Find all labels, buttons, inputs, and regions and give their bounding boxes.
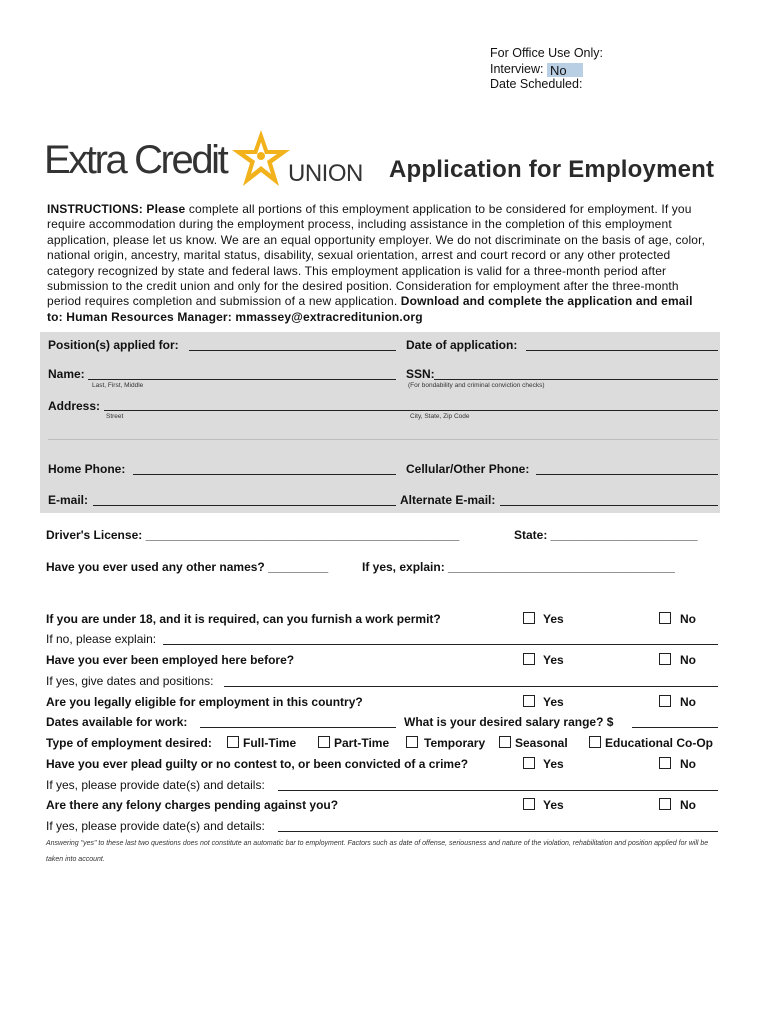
employment-type-label: Type of employment desired: <box>46 736 212 750</box>
conviction-details-label: If yes, please provide date(s) and details: <box>46 778 265 792</box>
dates-available-input[interactable] <box>200 727 396 728</box>
dates-positions-label: If yes, give dates and positions: <box>46 674 214 688</box>
interview-label: Interview: <box>490 61 544 76</box>
eligible-no-label: No <box>680 695 696 709</box>
salary-label: What is your desired salary range? $ <box>404 715 614 729</box>
ssn-hint: (For bondability and criminal conviction checks) <box>408 382 545 389</box>
felony-question: Are there any felony charges pending against you? <box>46 798 339 812</box>
part-time-label: Part-Time <box>334 736 390 750</box>
logo-extra-credit-text: Extra Credit <box>44 138 227 182</box>
conviction-yes-label: Yes <box>543 757 564 771</box>
seasonal-checkbox[interactable] <box>499 736 511 748</box>
page-title: Application for Employment <box>389 156 715 183</box>
star-icon <box>228 128 294 190</box>
email-label: E-mail: <box>48 493 89 507</box>
name-input[interactable] <box>88 379 396 380</box>
home-phone-label: Home Phone: <box>48 462 126 476</box>
temporary-label: Temporary <box>424 736 486 750</box>
interview-field[interactable]: No <box>547 63 583 77</box>
conviction-question: Have you ever plead guilty or no contest to, or been convicted of a crime? <box>46 757 469 771</box>
personal-info-panel <box>40 332 720 513</box>
conviction-no-label: No <box>680 757 696 771</box>
full-time-checkbox[interactable] <box>227 736 239 748</box>
drivers-license-field[interactable]: Driver's License: _______________________________________________ <box>46 528 460 542</box>
eligible-yes-checkbox[interactable] <box>523 695 535 707</box>
conviction-details-input[interactable] <box>278 790 718 791</box>
felony-no-checkbox[interactable] <box>659 798 671 810</box>
instructions <box>47 202 711 325</box>
email-input[interactable] <box>93 505 396 506</box>
employed-before-question: Have you ever been employed here before? <box>46 653 295 667</box>
work-permit-yes-checkbox[interactable] <box>523 612 535 624</box>
office-use-block <box>490 46 603 93</box>
educational-coop-label: Educational Co-Op <box>605 736 713 750</box>
dates-positions-input[interactable] <box>224 686 718 687</box>
company-logo <box>44 128 369 192</box>
alt-email-input[interactable] <box>500 505 718 506</box>
employed-before-yes-checkbox[interactable] <box>523 653 535 665</box>
alt-email-label: Alternate E-mail: <box>400 493 496 507</box>
salary-input[interactable] <box>632 727 718 728</box>
felony-no-label: No <box>680 798 696 812</box>
cell-phone-label: Cellular/Other Phone: <box>406 462 530 476</box>
position-input[interactable] <box>189 350 396 351</box>
instructions-lead: INSTRUCTIONS: Please <box>47 202 186 216</box>
felony-yes-label: Yes <box>543 798 564 812</box>
office-use-heading: For Office Use Only: <box>490 46 603 60</box>
street-hint: Street <box>106 413 124 420</box>
employed-before-no-label: No <box>680 653 696 667</box>
position-label: Position(s) applied for: <box>48 338 179 352</box>
felony-details-label: If yes, please provide date(s) and details: <box>46 819 265 833</box>
state-field[interactable]: State: ______________________ <box>514 528 698 542</box>
address-line-2[interactable] <box>48 439 718 440</box>
footnote: Answering "yes" to these last two questions does not constitute an automatic bar to employment. Factors such as date of offense, seriousness and nature of the violation, rehabilitation and position applied for will be taken into account. <box>46 840 709 863</box>
conviction-no-checkbox[interactable] <box>659 757 671 769</box>
felony-yes-checkbox[interactable] <box>523 798 535 810</box>
other-names-explain-field[interactable]: If yes, explain: __________________________________ <box>362 560 675 574</box>
employed-before-no-checkbox[interactable] <box>659 653 671 665</box>
temporary-checkbox[interactable] <box>406 736 418 748</box>
work-permit-no-checkbox[interactable] <box>659 612 671 624</box>
address-input[interactable] <box>104 410 718 411</box>
date-application-input[interactable] <box>526 350 718 351</box>
instructions-tail: Download and complete the application and email to: Human Resources Manager: mmassey@extracreditunion.org <box>47 294 693 324</box>
other-names-field[interactable]: Have you ever used any other names? _________ <box>46 560 329 574</box>
seasonal-label: Seasonal <box>515 736 568 750</box>
work-permit-yes-label: Yes <box>543 612 564 626</box>
ssn-label: SSN: <box>406 367 435 381</box>
work-permit-no-label: No <box>680 612 696 626</box>
educational-coop-checkbox[interactable] <box>589 736 601 748</box>
name-label: Name: <box>48 367 85 381</box>
eligible-question: Are you legally eligible for employment in this country? <box>46 695 363 709</box>
cell-phone-input[interactable] <box>536 474 718 475</box>
instructions-body: complete all portions of this employment application to be considered for employment. If you require accommodation during the employment process, including assistance in the completion of this employment application, please let us know. We are an equal opportunity employer. We do not discriminate on the basis of age, color, national origin, ancestry, marital status, disability, sexual orientation, arrest and court record or any other protected category recognized by state and federal laws. This employment application is valid for a three-month period after submission to the credit union and only for the desired position. Consideration for employment after the three-month period requires completion and submission of a new application. <box>47 202 706 309</box>
full-time-label: Full-Time <box>243 736 297 750</box>
logo-union-text: UNION <box>288 160 363 187</box>
felony-details-input[interactable] <box>278 831 718 832</box>
city-state-zip-hint: City, State, Zip Code <box>410 413 470 420</box>
eligible-yes-label: Yes <box>543 695 564 709</box>
eligible-no-checkbox[interactable] <box>659 695 671 707</box>
if-no-explain-label: If no, please explain: <box>46 632 157 646</box>
address-label: Address: <box>48 399 101 413</box>
employed-before-yes-label: Yes <box>543 653 564 667</box>
work-permit-question: If you are under 18, and it is required, can you furnish a work permit? <box>46 612 441 626</box>
ssn-input[interactable] <box>434 379 718 380</box>
name-hint: Last, First, Middle <box>92 382 144 389</box>
home-phone-input[interactable] <box>133 474 396 475</box>
date-application-label: Date of application: <box>406 338 518 352</box>
part-time-checkbox[interactable] <box>318 736 330 748</box>
conviction-yes-checkbox[interactable] <box>523 757 535 769</box>
dates-available-label: Dates available for work: <box>46 715 188 729</box>
if-no-explain-input[interactable] <box>163 644 718 645</box>
date-scheduled-label: Date Scheduled: <box>490 77 583 91</box>
